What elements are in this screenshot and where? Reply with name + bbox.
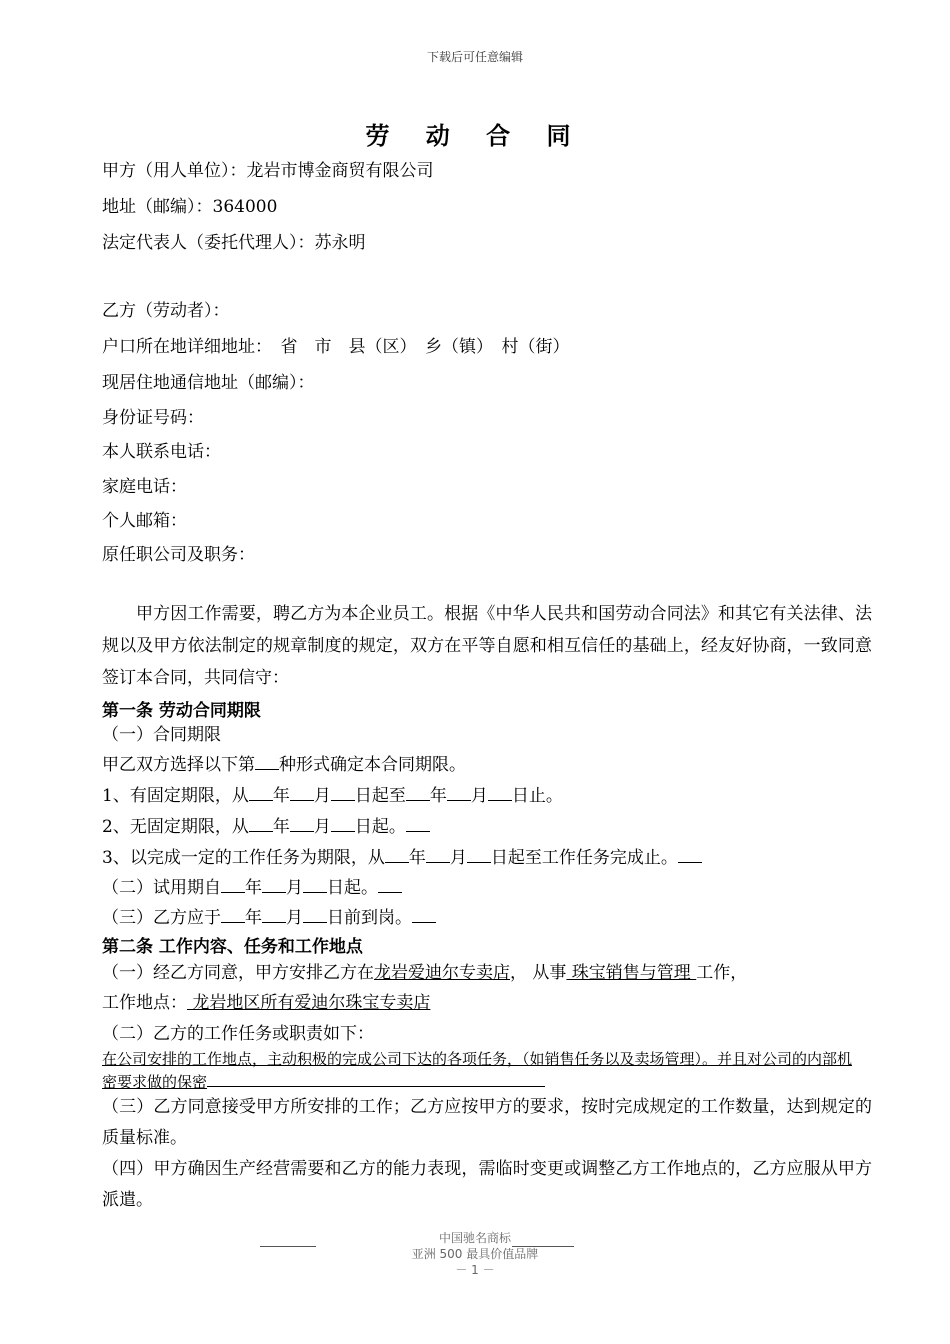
- footer-brand-line1: 中国驰名商标: [438, 1231, 511, 1245]
- page-number: － 1 －: [455, 1263, 495, 1277]
- party-a-address: 地址（邮编）：364000: [102, 197, 278, 217]
- article-2-p2: （二）乙方的工作任务或职责如下：: [102, 1024, 374, 1044]
- article-1-option-1: 1、有固定期限，从 年 月 日起至 年 月 日止。: [102, 786, 563, 806]
- blank-field: [255, 753, 279, 770]
- article-1-choose: 甲乙双方选择以下第 种形式确定本合同期限。: [102, 755, 466, 775]
- party-b-hukou: 户口所在地详细地址： 省 市 县（区） 乡（镇） 村（街）: [102, 337, 570, 357]
- document-title: 劳 动 合 同: [365, 121, 585, 150]
- header-note: 下载后可任意编辑: [426, 50, 523, 64]
- store-name: 龙岩爱迪尔专卖店: [374, 963, 510, 983]
- article-2-work-location: 工作地点： 龙岩地区所有爱迪尔珠宝专卖店: [102, 993, 431, 1013]
- party-b-id: 身份证号码：: [102, 408, 204, 428]
- article-1-report-date: （三）乙方应于 年 月 日前到岗。: [102, 903, 436, 928]
- article-1-sub1: （一）合同期限: [102, 725, 221, 745]
- intro-paragraph: 甲方因工作需要，聘乙方为本企业员工。根据《中华人民共和国劳动合同法》和其它有关法律、法规以及甲方依法制定的规章制度的规定，双方在平等自愿和相互信任的基础上，经友好协商，一致同意签订本合同，共同信守：: [102, 604, 872, 688]
- party-b-phone: 本人联系电话：: [102, 442, 221, 462]
- party-b-name: 乙方（劳动者）：: [102, 301, 230, 321]
- article-2-heading: 第二条 工作内容、任务和工作地点: [102, 937, 363, 957]
- party-b-former-job: 原任职公司及职务：: [102, 545, 255, 565]
- article-2-p4: （四）甲方确因生产经营需要和乙方的能力表现，需临时变更或调整乙方工作地点的，乙方应服从甲方派遣。: [102, 1159, 872, 1210]
- party-a-representative: 法定代表人（委托代理人）：苏永明: [102, 233, 366, 253]
- footer-brand-line2: 亚洲 500 最具价值品牌: [411, 1247, 539, 1261]
- article-1-option-3: 3、以完成一定的工作任务为期限，从 年 月 日起至工作任务完成止。: [102, 843, 702, 868]
- party-b-email: 个人邮箱：: [102, 511, 187, 531]
- article-1-probation: （二）试用期自 年 月 日起。: [102, 873, 402, 898]
- party-b-residence: 现居住地通信地址（邮编）：: [102, 373, 315, 393]
- article-2-p1: （一）经乙方同意，甲方安排乙方在龙岩爱迪尔专卖店， 从事 珠宝销售与管理 工作，: [102, 963, 748, 983]
- article-1-heading: 第一条 劳动合同期限: [102, 701, 261, 721]
- article-2-p3: （三）乙方同意接受甲方所安排的工作；乙方应按甲方的要求，按时完成规定的工作数量，达到规定的质量标准。: [102, 1097, 872, 1148]
- work-location-value: 龙岩地区所有爱迪尔珠宝专卖店: [187, 993, 431, 1013]
- article-2-duties: 在公司安排的工作地点，主动积极的完成公司下达的各项任务，（如销售任务以及卖场管理）。并且对公司的内部机密要求做的保密: [102, 1050, 853, 1091]
- job-title: 珠宝销售与管理: [566, 963, 697, 983]
- party-b-home-phone: 家庭电话：: [102, 477, 187, 497]
- article-1-option-2: 2、无固定期限，从 年 月 日起。: [102, 812, 430, 837]
- party-a-name: 甲方（用人单位）：龙岩市博金商贸有限公司: [102, 161, 434, 181]
